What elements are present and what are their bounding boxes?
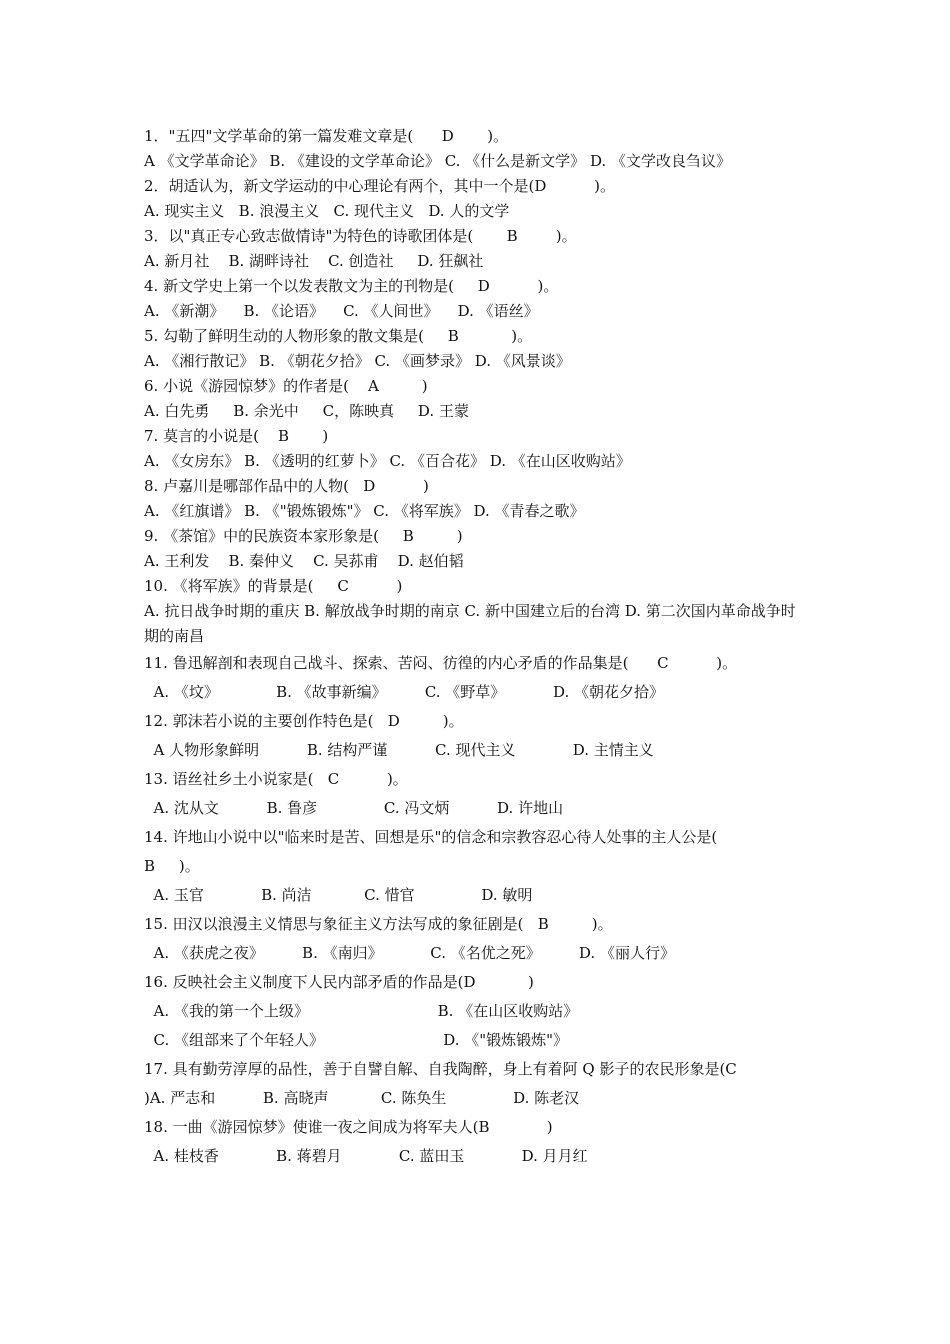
question-15: 15. 田汉以浪漫主义情思与象征主义方法写成的象征剧是( B )。 [144,915,613,933]
question-3: 3．以"真正专心致志做情诗"为特色的诗歌团体是( B )。 [144,227,577,245]
exam-page [144,124,809,1171]
q17-options: )A. 严志和 B. 高晓声 C. 陈奂生 D. 陈老汉 [144,1089,580,1107]
q9-options: A. 王利发 B. 秦仲义 C. 吴荪甫 D. 赵伯韬 [144,552,464,570]
question-9: 9. 《茶馆》中的民族资本家形象是( B ) [144,527,463,545]
q6-options: A. 白先勇 B. 余光中 C，陈映真 D. 王蒙 [144,402,469,420]
question-16: 16. 反映社会主义制度下人民内部矛盾的作品是(D ) [144,973,534,991]
q12-options: A 人物形象鲜明 B. 结构严谨 C. 现代主义 D. 主情主义 [144,741,654,759]
q2-options: A. 现实主义 B. 浪漫主义 C. 现代主义 D. 人的文学 [144,202,510,220]
question-14-cont: B )。 [144,857,200,875]
q3-options: A. 新月社 B. 湖畔诗社 C. 创造社 D. 狂飙社 [144,252,484,270]
q16-options-ab: A. 《我的第一个上级》 B. 《在山区收购站》 [144,1002,579,1020]
q13-options: A. 沈从文 B. 鲁彦 C. 冯文炳 D. 许地山 [144,799,564,817]
q8-options: A. 《红旗谱》 B. 《"锻炼锻炼"》 C. 《将军族》 D. 《青春之歌》 [144,502,585,520]
q7-options: A. 《女房东》 B. 《透明的红萝卜》 C. 《百合花》 D. 《在山区收购站》 [144,452,631,470]
question-5: 5. 勾勒了鲜明生动的人物形象的散文集是( B )。 [144,327,533,345]
q14-options: A. 玉官 B. 尚洁 C. 惜官 D. 敏明 [144,886,533,904]
question-14: 14. 许地山小说中以"临来时是苦、回想是乐"的信念和宗教容忍心待人处事的主人公是( [144,828,718,846]
q15-options: A. 《获虎之夜》 B. 《南归》 C. 《名优之死》 D. 《丽人行》 [144,944,675,962]
question-7: 7. 莫言的小说是( B ) [144,427,329,445]
question-13: 13. 语丝社乡土小说家是( C )。 [144,770,408,788]
q11-options: A. 《坟》 B. 《故事新编》 C. 《野草》 D. 《朝花夕拾》 [144,683,665,701]
question-10: 10. 《将军族》的背景是( C ) [144,577,403,595]
question-8: 8. 卢嘉川是哪部作品中的人物( D ) [144,477,429,495]
question-2: 2．胡适认为，新文学运动的中心理论有两个，其中一个是(D )。 [144,177,615,195]
question-6: 6. 小说《游园惊梦》的作者是( A ) [144,377,428,395]
question-1: 1．"五四"文学革命的第一篇发难文章是( D )。 [144,127,509,145]
q10-options: A. 抗日战争时期的重庆 B. 解放战争时期的南京 C. 新中国建立后的台湾 D. 第二次国内革命战争时期的南昌 [144,602,796,645]
question-11: 11. 鲁迅解剖和表现自己战斗、探索、苦闷、彷徨的内心矛盾的作品集是( C )。 [144,654,738,672]
question-18: 18. 一曲《游园惊梦》使谁一夜之间成为将军夫人(B ) [144,1118,553,1136]
q5-options: A. 《湘行散记》 B. 《朝花夕拾》 C. 《画梦录》 D. 《风景谈》 [144,352,571,370]
question-12: 12. 郭沫若小说的主要创作特色是( D )。 [144,712,464,730]
q1-options: A 《文学革命论》 B. 《建设的文学革命论》 C. 《什么是新文学》 D. 《文学改良刍议》 [144,152,731,170]
q16-options-cd: C. 《组部来了个年轻人》 D. 《"锻炼锻炼"》 [144,1031,569,1049]
question-4: 4. 新文学史上第一个以发表散文为主的刊物是( D )。 [144,277,559,295]
q4-options: A. 《新潮》 B. 《论语》 C. 《人间世》 D. 《语丝》 [144,302,539,320]
q18-options: A. 桂枝香 B. 蒋碧月 C. 蓝田玉 D. 月月红 [144,1147,588,1165]
question-17: 17. 具有勤劳淳厚的品性，善于自譬自解、自我陶醉，身上有着阿 Q 影子的农民形象是(C [144,1060,737,1078]
